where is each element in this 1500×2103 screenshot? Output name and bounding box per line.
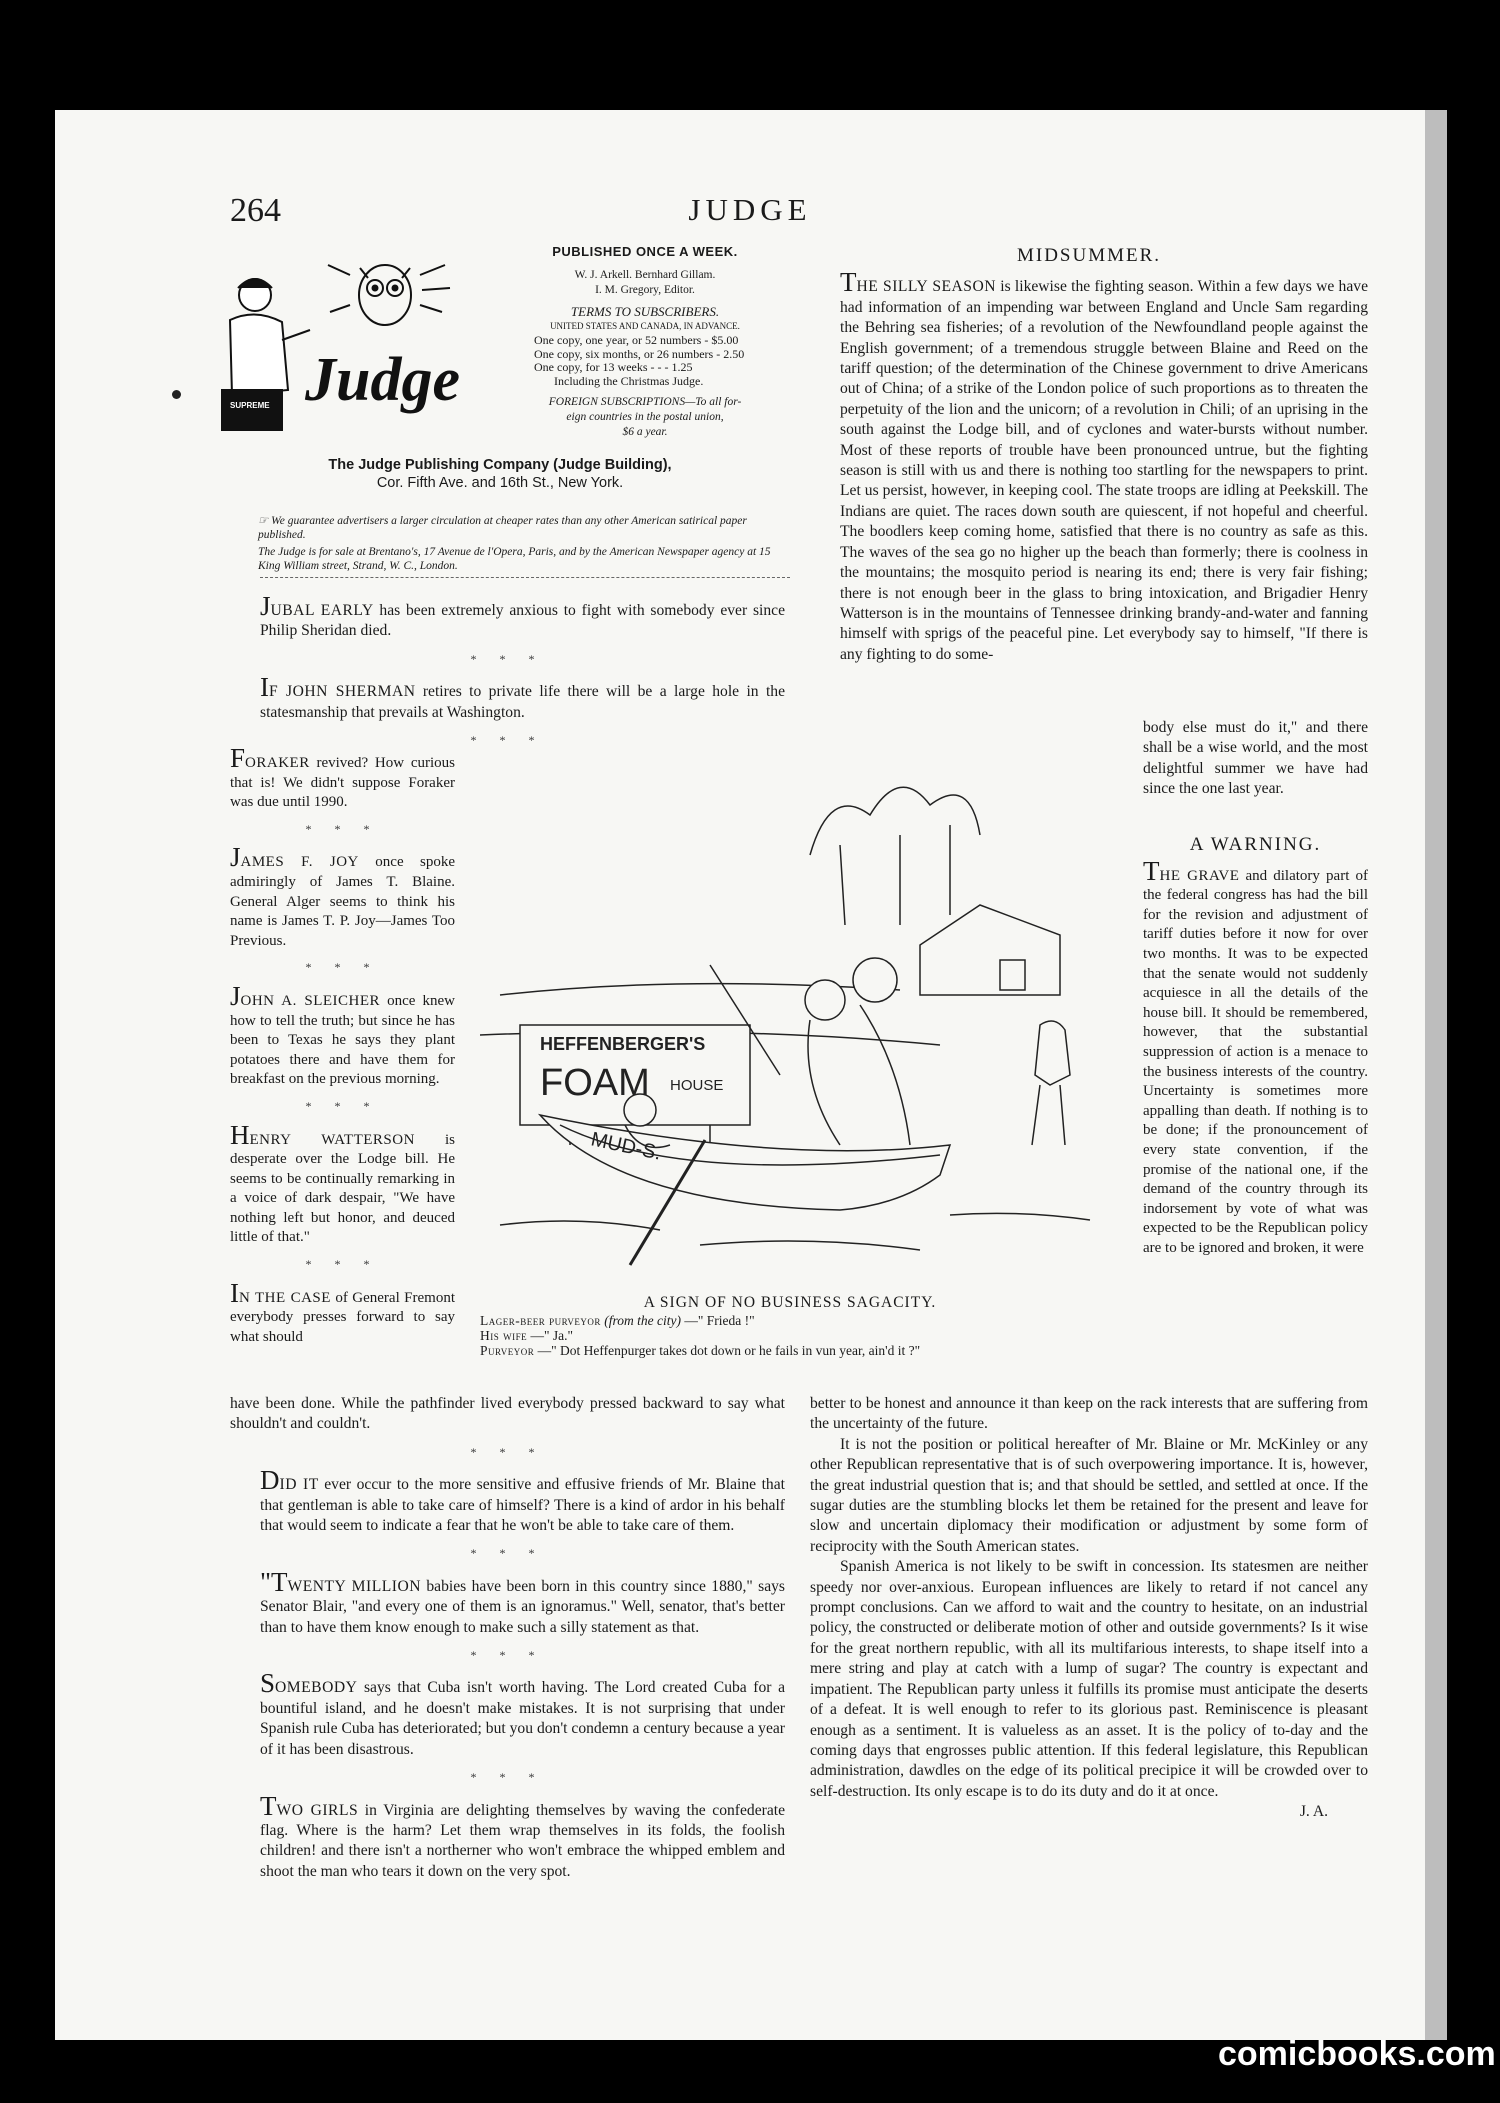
logo-wordmark: Judge (305, 346, 460, 414)
cartoon-caption (480, 1295, 1100, 1358)
cartoon-illustration (480, 745, 1100, 1285)
section-stars: * * * (305, 821, 380, 836)
section-stars: * * * (470, 1546, 545, 1561)
section-stars: * * * (470, 651, 545, 666)
paragraph-two-girls: TWO GIRLS in Virginia are delighting themselves by waving the confederate flag. Where is the harm? Let them wrap themselves in its folds, the foolish children! and there isn't a northerner who won't embrace the whipped emblem and shoot the man who tears it down on the very spot. (260, 1790, 785, 1880)
watermark: comicbooks.com (1218, 2035, 1496, 2073)
paragraph-foraker: FORAKER revived? How curious that is! We didn't suppose Foraker was due until 1990. (230, 743, 455, 811)
for-sale-text: The Judge is for sale at Brentano's, 17 Avenue de l'Opera, Paris, and by the American Newspaper agency at 15 King William street, Strand, W. C., London. (258, 546, 771, 572)
rate-3: One copy, for 13 weeks - - - 1.25 (534, 360, 693, 374)
foreign-line-1: FOREIGN SUBSCRIPTIONS—To all for- (548, 396, 742, 408)
paragraph-blaine: DID IT ever occur to the more sensitive and effusive friends of Mr. Blaine that that gentleman is able to take care of himself? There is a kind of ardor in his behalf that would seem to indicate a fear that he won't be able to take care of them. (260, 1465, 785, 1535)
paragraph-twenty-million: "TWENTY MILLION babies have been born in this country since 1880," says Senator Blair, "and every one of them is an ignoramus." Well, senator, that's better than to have them know enough to make such a silly statement as that. (260, 1566, 786, 1636)
rate-2: One copy, six months, or 26 numbers - 2.50 (534, 346, 745, 361)
sign-line-2: FOAM (540, 1062, 650, 1104)
foreign-line-2: eign countries in the postal union, (566, 411, 724, 423)
stool-label: SUPREME (230, 401, 270, 410)
sign-line-1: HEFFENBERGER'S (540, 1034, 706, 1054)
page-spine-shadow (1425, 110, 1447, 2040)
foreign-line-3: $6 a year. (622, 426, 668, 438)
masthead-rule (260, 577, 790, 578)
section-stars: * * * (470, 1648, 545, 1663)
editorial-midsummer (810, 246, 1368, 665)
staff-line-2: I. M. Gregory, Editor. (595, 284, 695, 296)
cartoon-drawing (480, 745, 1100, 1285)
section-stars: * * * (305, 1098, 380, 1113)
warning-para-2: It is not the position or political hereafter of Mr. Blaine or Mr. McKinley or any other Republican representative that is of such overpowering importance. It is, however, the great industrial question that is; and that should be settled, and settled at once. If the sugar duties are the stumbling blocks let them be retained for the present and leave for slow and uncertain diplomacy their modification or adjustment by some form of reciprocity with the South American states. (810, 1435, 1368, 1555)
terms-subtitle: UNITED STATES AND CANADA, IN ADVANCE. (550, 321, 740, 331)
editorial-title: MIDSUMMER. (1016, 245, 1162, 266)
caption-line-2: His wife —" Ja." (480, 1328, 574, 1343)
narrow-column (230, 743, 455, 1347)
subscription-box (510, 244, 780, 440)
editorial-body-cont: body else must do it," and there shall be a wise world, and the most delightful summer we have had since the one last year. (1143, 719, 1368, 798)
rate-1: One copy, one year, or 52 numbers - $5.00 (534, 333, 739, 347)
paragraph-henry-watterson: HENRY WATTERSON is desperate over the Lodge bill. He seems to be continually remarking in a voice of dark despair, "We have nothing left but honor, and deuced little of that." (230, 1119, 455, 1246)
publisher-address: Cor. Fifth Ave. and 16th St., New York. (376, 475, 624, 491)
guarantee-notice (258, 514, 788, 573)
paragraph-cuba: SOMEBODY says that Cuba isn't worth having. The Lord created Cuba for a bountiful island, and he doesn't make mistakes. It is not surprising that under Spanish rule Cuba has deteriorated; but you don't condemn a century because a year of it has been disastrous. (260, 1668, 785, 1758)
staff-line-1: W. J. Arkell. Bernhard Gillam. (574, 269, 716, 281)
rate-4: Including the Christmas Judge. (554, 373, 704, 388)
section-stars: * * * (305, 1257, 380, 1272)
ink-dot (172, 390, 181, 399)
section-stars: * * * (470, 733, 545, 748)
guarantee-text: ☞ We guarantee advertisers a larger circulation at cheaper rates than any other American satirical paper published. (258, 515, 747, 541)
publisher-name: The Judge Publishing Company (Judge Building), (328, 457, 672, 473)
warning-continuation (810, 1394, 1368, 1823)
paragraph-james-joy: JAMES F. JOY once spoke admiringly of James T. Blaine. General Alger seems to think his name is James T. P. Joy—James Too Previous. (230, 842, 455, 949)
caption-line-1: Lager-beer purveyor (from the city) —" Frieda !" (480, 1313, 755, 1328)
publication-frequency: PUBLISHED ONCE A WEEK. (552, 244, 738, 259)
masthead (210, 244, 780, 574)
judge-logo-illustration (210, 250, 510, 450)
terms-title: TERMS TO SUBSCRIBERS. (570, 304, 720, 319)
boat-label: MUD-S. (588, 1128, 664, 1165)
paragraph-jubal-early: JUBAL EARLY has been extremely anxious to fight with somebody ever since Philip Sheridan died. (260, 591, 785, 640)
paragraph-john-sherman: IF JOHN SHERMAN retires to private life there will be a large hole in the statesmanship that prevails at Washington. (260, 672, 785, 721)
caption-line-3: Purveyor —" Dot Heffenpurger takes dot down or he fails in vun year, ain'd it ?" (480, 1343, 921, 1358)
paragraph-fremont: IN THE CASE of General Fremont everybody presses forward to say what should (230, 1277, 455, 1345)
sign-line-3: HOUSE (670, 1077, 724, 1094)
warning-body: THE GRAVE and dilatory part of the federal congress has had the bill for the revision and adjustment of tariff duties before it now for over two months. It was to be expected that the senate would not suddenly acquiesce in all the details of the house bill. It should be remembered, however, that the substantial suppression of action is a menace to the business interests of the country. Uncertainty is sometimes more appalling than death. If nothing is to be done; if the pronouncement of every state convention, if the promise of the national one, if the demand of the country through its indorsement by vote of what was expected to be the Republican policy are to be ignored and broken, it were (1143, 855, 1368, 1256)
cartoon-title: A SIGN OF NO BUSINESS SAGACITY. (643, 1294, 937, 1311)
page-number: 264 (230, 192, 281, 229)
signature: J. A. (1299, 1803, 1328, 1821)
paragraph-fremont-cont: have been done. While the pathfinder lived everybody pressed backward to say what shouldn't and couldn't. (230, 1395, 785, 1433)
section-stars: * * * (470, 1770, 545, 1785)
left-column-bottom (230, 1394, 785, 1882)
warning-para-1: better to be honest and announce it than keep on the rack interests that are suffering from the uncertainty of the future. (810, 1395, 1368, 1433)
paragraph-john-sleicher: JOHN A. SLEICHER once knew how to tell the truth; but since he has been to Texas he says they plant potatoes there and have them for breakfast on the previous morning. (230, 980, 455, 1088)
section-stars: * * * (305, 960, 380, 975)
warning-para-3: Spanish America is not likely to be swift in concession. Its statesmen are neither speedy nor over-anxious. European influences are likely to retard if not cancel any prompt conclusions. Can we afford to wait and the country to hesitate, on an industrial policy, the constructed or deliberate motion of other and outside governments? Is it wise for the great northern republic, with all its multifarious interests, to shape itself into a mere string and play at catch with a lump of sugar? The country is expectant and impatient. The Republican party unless it fulfills its promise must anticipate the deserts of a defeat. It is well enough to refer to its glorious past. Reminiscence is pleasant enough as a sentiment. It is valueless as an asset. It is the policy of to-day and the coming days that engrosses public attention. If this federal legislature, this Republican administration, dawdles on the edge of its political precipice it will be crowded over to self-destruction. Its only escape is to do its duty and do it at once. (810, 1558, 1368, 1800)
publisher-block (260, 456, 740, 492)
editorial-continuation (1143, 718, 1368, 800)
editorial-body: THE SILLY SEASON is likewise the fighting season. Within a few days we have had information of an impending war between England and Uncle Sam regarding the Behring sea fisheries; of a revolution of the Newfoundland people against the English government; of a tremendous struggle between Blaine and Reed on the tariff question; of the determination of the Chinese government to drive Americans out of China; of a strike of the London police of such proportions as to threaten the perpetuity of the lion and the unicorn; of a revolution in Chili; of an uprising in the south against the Lodge bill, and of cyclones and water-bursts without number. Most of these reports of trouble have been pronounced untrue, but the fighting season is still with us and there is nothing too startling for the newspapers to print. Let us persist, however, in keeping cool. The state troops are idling at Peekskill. The Indians are quiet. The races down south are quiescent, if not hopeful and cheerful. The boodlers keep coming home, satisfied that there is no country as safe as this. The waves of the sea go no higher up the beach than formerly; there is coolness in the mountains; the mosquito period is nearing its end; there is very fair fishing; there is not enough beer in the glass to bring intoxication, and Brigadier Henry Watterson is in the mountains of Tennessee drinking brandy-and-water and fanning himself with sprigs of the peaceful pine. Let everybody say to himself, "If there is any fighting to do some- (840, 267, 1368, 663)
left-column-top (230, 591, 785, 758)
warning-column (1143, 835, 1368, 1258)
running-title: JUDGE (688, 192, 812, 227)
section-stars: * * * (470, 1444, 545, 1459)
warning-title: A WARNING. (1189, 834, 1322, 855)
